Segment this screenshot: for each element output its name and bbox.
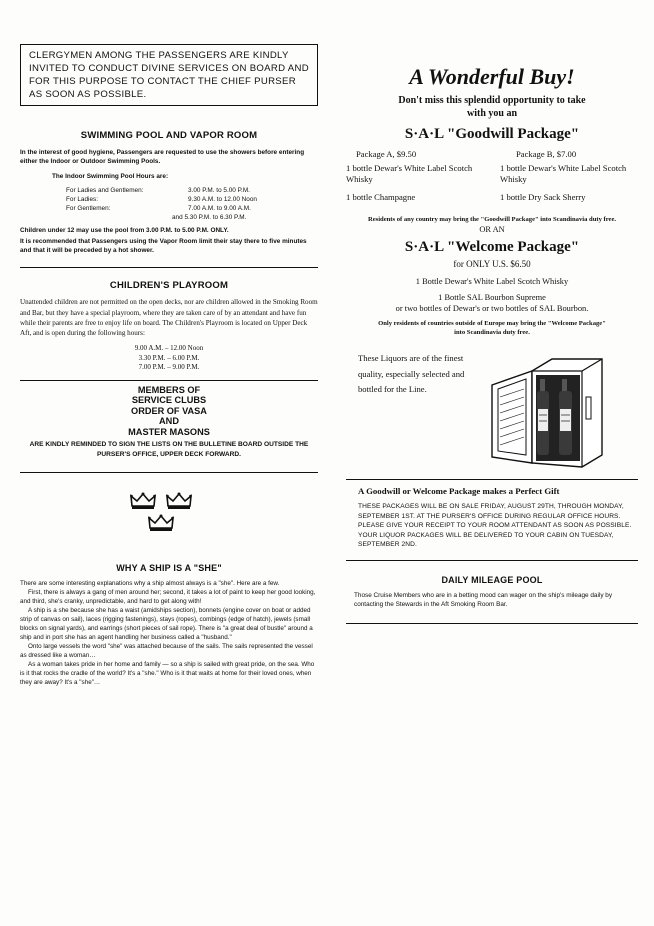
liquor-quality-text: These Liquors are of the finest quality, especially selected and bottled for the Line. xyxy=(358,353,465,394)
pool-hours-who: For Ladies: xyxy=(66,195,98,203)
package-a-item: 1 bottle Champagne xyxy=(346,191,416,202)
pool-hours-row xyxy=(66,213,262,222)
playroom-hours xyxy=(20,344,318,373)
package-options xyxy=(346,149,638,203)
crown-icon xyxy=(130,492,156,510)
package-b-item: 1 bottle Dry Sack Sherry xyxy=(500,191,586,202)
section-divider xyxy=(346,623,638,624)
package-a-item: 1 bottle Dewar's White Label Scotch Whisky xyxy=(346,162,473,184)
pool-hours-time: and 5.30 P.M. to 6.30 P.M. xyxy=(172,213,247,221)
clergy-notice-box: CLERGYMEN AMONG THE PASSENGERS ARE KINDLY INVITED TO CONDUCT DIVINE SERVICES ON BOARD AND FOR THIS PURPOSE TO CONTACT THE CHIEF PURSER AS SOON AS POSSIBLE. xyxy=(20,44,318,106)
offer-title: A Wonderful Buy! xyxy=(409,64,575,89)
section-divider xyxy=(20,472,318,473)
three-crowns-emblem xyxy=(20,489,318,547)
ship-para: A ship is a she because she has a waist (amidships section), bonnets (engine cover on boat or added strip of canvas on sail), laces (rigging fastenings), stays (ropes), combings (edge of hatch), jewels (small blocks on signal yards), and earrings (short pieces of sail rope). There is "a great deal of bustle" around a ship and in port she has an agent handling her business called a "husband." xyxy=(20,606,313,641)
pool-hours-row xyxy=(66,195,262,204)
goodwill-duty-note: Residents of any country may bring the "Goodwill Package" into Scandinavia duty free. xyxy=(367,216,617,223)
liquor-showcase xyxy=(346,345,638,473)
service-clubs-heading xyxy=(20,385,318,438)
clubs-line: ORDER OF VASA xyxy=(131,405,207,416)
gift-title: A Goodwill or Welcome Package makes a Perfect Gift xyxy=(358,486,560,496)
ship-para: There are some interesting explanations why a ship almost always is a "she". Here are a few. xyxy=(20,579,280,587)
clubs-line: AND xyxy=(159,416,179,427)
crown-icon xyxy=(148,514,174,532)
liquor-gift-box-illustration xyxy=(486,345,610,469)
offer-subtitle-line: Don't miss this splendid opportunity to take xyxy=(398,95,586,106)
playroom-title: CHILDREN'S PLAYROOM xyxy=(109,280,229,292)
gift-body: THESE PACKAGES WILL BE ON SALE FRIDAY, AUGUST 29TH, THROUGH MONDAY, SEPTEMBER 1ST. AT THE PURSER'S OFFICE DURING REGULAR OFFICE HOURS. PLEASE GIVE YOUR RECEIPT TO YOUR ROOM ATTENDANT AS SOON AS POSSIBLE. YOUR LIQUOR PACKAGES WILL BE DELIVERED TO YOUR CABIN ON TUESDAY, SEPTEMBER 2ND. xyxy=(358,503,632,549)
pool-children-note: Children under 12 may use the pool from 3.00 P.M. to 5.00 P.M. ONLY. xyxy=(20,226,229,234)
offer-subtitle-line: with you an xyxy=(466,108,517,119)
pool-hours-time: 9.30 A.M. to 12.00 Noon xyxy=(188,195,257,203)
pool-intro: In the interest of good hygiene, Passengers are requested to use the showers before entering either the Indoor or Outdoor Swimming Pools. xyxy=(20,149,305,166)
mileage-pool-title: DAILY MILEAGE POOL xyxy=(441,574,543,585)
vapor-room-note: It is recommended that Passengers using the Vapor Room limit their stay there to five minutes and that it will be preceded by a hot shower. xyxy=(20,237,307,255)
welcome-item: or two bottles of Dewar's or two bottles of SAL Bourbon. xyxy=(395,304,589,313)
clubs-line: SERVICE CLUBS xyxy=(131,395,207,406)
ship-para: As a woman takes pride in her home and family — so a ship is sailed with great pride, on the sea. Who is it that rocks the cradle of the world? It's a "she." Who is it that waits at home for their loved ones, when they are away? It's a "she"… xyxy=(20,660,315,686)
pool-hours-table xyxy=(66,186,262,222)
package-b-item: 1 bottle Dewar's White Label Scotch Whisky xyxy=(500,162,627,184)
welcome-duty-note: Only residents of countries outside of Europe may bring the "Welcome Package" into Scandinavia duty free. xyxy=(378,320,606,336)
goodwill-package-title: S·A·L "Goodwill Package" xyxy=(404,126,580,142)
left-column xyxy=(20,44,318,687)
pool-hours-who: For Ladies and Gentlemen: xyxy=(66,186,144,194)
clubs-line: MASTER MASONS xyxy=(128,426,210,437)
package-a xyxy=(346,149,492,203)
ship-she-title: WHY A SHIP IS A "SHE" xyxy=(116,562,222,573)
welcome-item: 1 Bottle Dewar's White Label Scotch Whisky xyxy=(415,277,569,286)
pool-title: SWIMMING POOL AND VAPOR ROOM xyxy=(80,130,258,141)
clubs-line: MEMBERS OF xyxy=(137,384,201,395)
package-b-title: Package B, $7.00 xyxy=(516,149,577,159)
right-column xyxy=(346,52,638,624)
pool-hours-who xyxy=(66,213,188,222)
welcome-item: 1 Bottle SAL Bourbon Supreme xyxy=(438,293,546,302)
playroom-hour-line: 9.00 A.M. – 12.00 Noon xyxy=(134,344,204,353)
package-b xyxy=(492,149,638,203)
welcome-price: for ONLY U.S. $6.50 xyxy=(453,259,531,269)
welcome-package-title: S·A·L "Welcome Package" xyxy=(404,239,580,255)
playroom-hour-line: 7.00 P.M. – 9.00 P.M. xyxy=(138,363,200,372)
mileage-pool-body: Those Cruise Members who are in a betting mood can wager on the ship's mileage daily by contacting the Stewards in the Aft Smoking Room Bar. xyxy=(354,591,613,609)
package-a-title: Package A, $9.50 xyxy=(356,149,417,159)
pool-hours-row xyxy=(66,204,262,213)
pool-hours-who: For Gentlemen: xyxy=(66,204,111,212)
pool-hours-time: 3.00 P.M. to 5.00 P.M. xyxy=(188,186,250,194)
ship-para: Onto large vessels the word "she" was attached because of the sails. The sails represented the vessel as dressed like a woman… xyxy=(20,642,313,659)
pool-hours-row xyxy=(66,186,262,195)
playroom-body: Unattended children are not permitted on the open decks, nor are children allowed in the Smoking Room and Bar, but they have a special playroom, where they are taken care of by an attendant and have fun while their parents are free to enjoy life on board. The Children's Playroom is located on Upper Deck Aft, and is open during the following hours: xyxy=(20,298,318,338)
ship-para: First, there is always a gang of men around her; second, it takes a lot of paint to keep her good looking, and third, she's cranky, unpredictable, and hard to get along with! xyxy=(20,588,316,605)
pool-hours-time: 7.00 A.M. to 9.00 A.M. xyxy=(188,204,251,212)
pool-hours-heading: The Indoor Swimming Pool Hours are: xyxy=(52,173,169,181)
or-an-text: OR AN xyxy=(479,225,505,234)
playroom-hour-line: 3.30 P.M. – 6.00 P.M. xyxy=(138,353,200,362)
crown-icon xyxy=(166,492,192,510)
clubs-body: ARE KINDLY REMINDED TO SIGN THE LISTS ON THE BULLETINE BOARD OUTSIDE THE PURSER'S OFFICE, UPPER DECK FORWARD. xyxy=(29,441,309,458)
